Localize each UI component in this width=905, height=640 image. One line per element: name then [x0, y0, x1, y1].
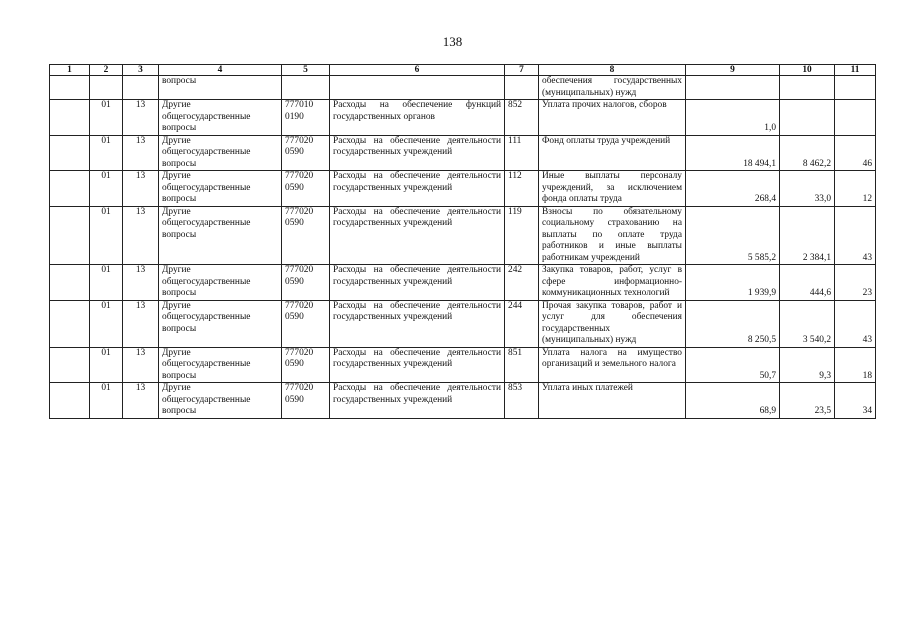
section-name-cell: Другие общегосударственные вопросы	[159, 171, 282, 207]
expense-type-cell: 851	[505, 347, 539, 383]
section-name-cell: Другие общегосударственные вопросы	[159, 383, 282, 419]
execution-percent-cell: 43	[835, 300, 876, 347]
subsection-code-cell: 13	[123, 135, 159, 171]
subsection-code-cell: 13	[123, 100, 159, 136]
expense-type-cell: 852	[505, 100, 539, 136]
expense-name-cell: Уплата прочих налогов, сборов	[539, 100, 686, 136]
planned-amount-cell: 5 585,2	[686, 206, 780, 265]
section-code-cell: 01	[90, 300, 123, 347]
target-article-cell: 777020 0590	[282, 265, 330, 301]
row-number-cell	[50, 265, 90, 301]
target-article-cell: 777020 0590	[282, 300, 330, 347]
row-number-cell	[50, 76, 90, 100]
execution-percent-cell: 34	[835, 383, 876, 419]
table-row	[50, 76, 876, 100]
subsection-code-cell: 13	[123, 265, 159, 301]
expense-type-cell: 244	[505, 300, 539, 347]
expense-name-cell: Иные выплаты персоналу учреждений, за исключением фонда оплаты труда	[539, 171, 686, 207]
table-row	[50, 171, 876, 207]
section-code-cell: 01	[90, 265, 123, 301]
executed-amount-cell: 9,3	[780, 347, 835, 383]
planned-amount-cell	[686, 76, 780, 100]
section-name-cell: Другие общегосударственные вопросы	[159, 135, 282, 171]
subsection-code-cell	[123, 76, 159, 100]
expense-name-cell: Фонд оплаты труда учреждений	[539, 135, 686, 171]
planned-amount-cell: 50,7	[686, 347, 780, 383]
planned-amount-cell: 18 494,1	[686, 135, 780, 171]
article-name-cell: Расходы на обеспечение функций государственных органов	[330, 100, 505, 136]
article-name-cell: Расходы на обеспечение деятельности государственных учреждений	[330, 265, 505, 301]
row-number-cell	[50, 100, 90, 136]
column-header: 1	[50, 65, 90, 76]
section-code-cell	[90, 76, 123, 100]
section-code-cell: 01	[90, 206, 123, 265]
executed-amount-cell	[780, 76, 835, 100]
row-number-cell	[50, 135, 90, 171]
subsection-code-cell: 13	[123, 300, 159, 347]
column-header: 10	[780, 65, 835, 76]
section-code-cell: 01	[90, 347, 123, 383]
execution-percent-cell: 46	[835, 135, 876, 171]
article-name-cell: Расходы на обеспечение деятельности государственных учреждений	[330, 383, 505, 419]
article-name-cell: Расходы на обеспечение деятельности государственных учреждений	[330, 347, 505, 383]
section-name-cell: вопросы	[159, 76, 282, 100]
column-header: 4	[159, 65, 282, 76]
target-article-cell: 777020 0590	[282, 206, 330, 265]
section-code-cell: 01	[90, 135, 123, 171]
expense-type-cell: 853	[505, 383, 539, 419]
expense-type-cell: 242	[505, 265, 539, 301]
page-number: 138	[442, 34, 463, 49]
planned-amount-cell: 8 250,5	[686, 300, 780, 347]
expense-type-cell: 111	[505, 135, 539, 171]
executed-amount-cell	[780, 100, 835, 136]
section-name-cell: Другие общегосударственные вопросы	[159, 300, 282, 347]
article-name-cell: Расходы на обеспечение деятельности государственных учреждений	[330, 135, 505, 171]
execution-percent-cell	[835, 76, 876, 100]
column-header: 11	[835, 65, 876, 76]
table-row	[50, 100, 876, 136]
expense-name-cell: обеспечения государственных (муниципальных) нужд	[539, 76, 686, 100]
execution-percent-cell: 18	[835, 347, 876, 383]
column-header: 6	[330, 65, 505, 76]
planned-amount-cell: 68,9	[686, 383, 780, 419]
table-row	[50, 300, 876, 347]
target-article-cell: 777010 0190	[282, 100, 330, 136]
section-code-cell: 01	[90, 383, 123, 419]
subsection-code-cell: 13	[123, 206, 159, 265]
planned-amount-cell: 1 939,9	[686, 265, 780, 301]
target-article-cell: 777020 0590	[282, 383, 330, 419]
executed-amount-cell: 2 384,1	[780, 206, 835, 265]
executed-amount-cell: 444,6	[780, 265, 835, 301]
execution-percent-cell: 12	[835, 171, 876, 207]
execution-percent-cell: 43	[835, 206, 876, 265]
planned-amount-cell: 268,4	[686, 171, 780, 207]
article-name-cell: Расходы на обеспечение деятельности государственных учреждений	[330, 300, 505, 347]
planned-amount-cell: 1,0	[686, 100, 780, 136]
executed-amount-cell: 3 540,2	[780, 300, 835, 347]
row-number-cell	[50, 300, 90, 347]
row-number-cell	[50, 347, 90, 383]
subsection-code-cell: 13	[123, 171, 159, 207]
target-article-cell: 777020 0590	[282, 171, 330, 207]
subsection-code-cell: 13	[123, 347, 159, 383]
subsection-code-cell: 13	[123, 383, 159, 419]
section-name-cell: Другие общегосударственные вопросы	[159, 347, 282, 383]
expense-name-cell: Закупка товаров, работ, услуг в сфере информационно-коммуникационных технологий	[539, 265, 686, 301]
column-header: 3	[123, 65, 159, 76]
row-number-cell	[50, 383, 90, 419]
column-header: 7	[505, 65, 539, 76]
article-name-cell	[330, 76, 505, 100]
section-name-cell: Другие общегосударственные вопросы	[159, 206, 282, 265]
table-row	[50, 265, 876, 301]
target-article-cell: 777020 0590	[282, 135, 330, 171]
budget-table	[49, 64, 876, 419]
column-header: 9	[686, 65, 780, 76]
executed-amount-cell: 33,0	[780, 171, 835, 207]
section-name-cell: Другие общегосударственные вопросы	[159, 265, 282, 301]
column-header: 5	[282, 65, 330, 76]
expense-type-cell	[505, 76, 539, 100]
column-header: 2	[90, 65, 123, 76]
article-name-cell: Расходы на обеспечение деятельности государственных учреждений	[330, 171, 505, 207]
expense-name-cell: Взносы по обязательному социальному страхованию на выплаты по оплате труда работников и иные выплаты работникам учреждений	[539, 206, 686, 265]
table-row	[50, 383, 876, 419]
executed-amount-cell: 23,5	[780, 383, 835, 419]
article-name-cell: Расходы на обеспечение деятельности государственных учреждений	[330, 206, 505, 265]
execution-percent-cell: 23	[835, 265, 876, 301]
row-number-cell	[50, 206, 90, 265]
target-article-cell: 777020 0590	[282, 347, 330, 383]
target-article-cell	[282, 76, 330, 100]
expense-type-cell: 119	[505, 206, 539, 265]
expense-name-cell: Уплата налога на имущество организаций и земельного налога	[539, 347, 686, 383]
row-number-cell	[50, 171, 90, 207]
execution-percent-cell	[835, 100, 876, 136]
executed-amount-cell: 8 462,2	[780, 135, 835, 171]
table-row	[50, 347, 876, 383]
section-name-cell: Другие общегосударственные вопросы	[159, 100, 282, 136]
column-header: 8	[539, 65, 686, 76]
expense-type-cell: 112	[505, 171, 539, 207]
expense-name-cell: Уплата иных платежей	[539, 383, 686, 419]
table-header-row	[50, 65, 876, 76]
section-code-cell: 01	[90, 100, 123, 136]
expense-name-cell: Прочая закупка товаров, работ и услуг для обеспечения государственных (муниципальных) нужд	[539, 300, 686, 347]
section-code-cell: 01	[90, 171, 123, 207]
table-row	[50, 206, 876, 265]
table-row	[50, 135, 876, 171]
